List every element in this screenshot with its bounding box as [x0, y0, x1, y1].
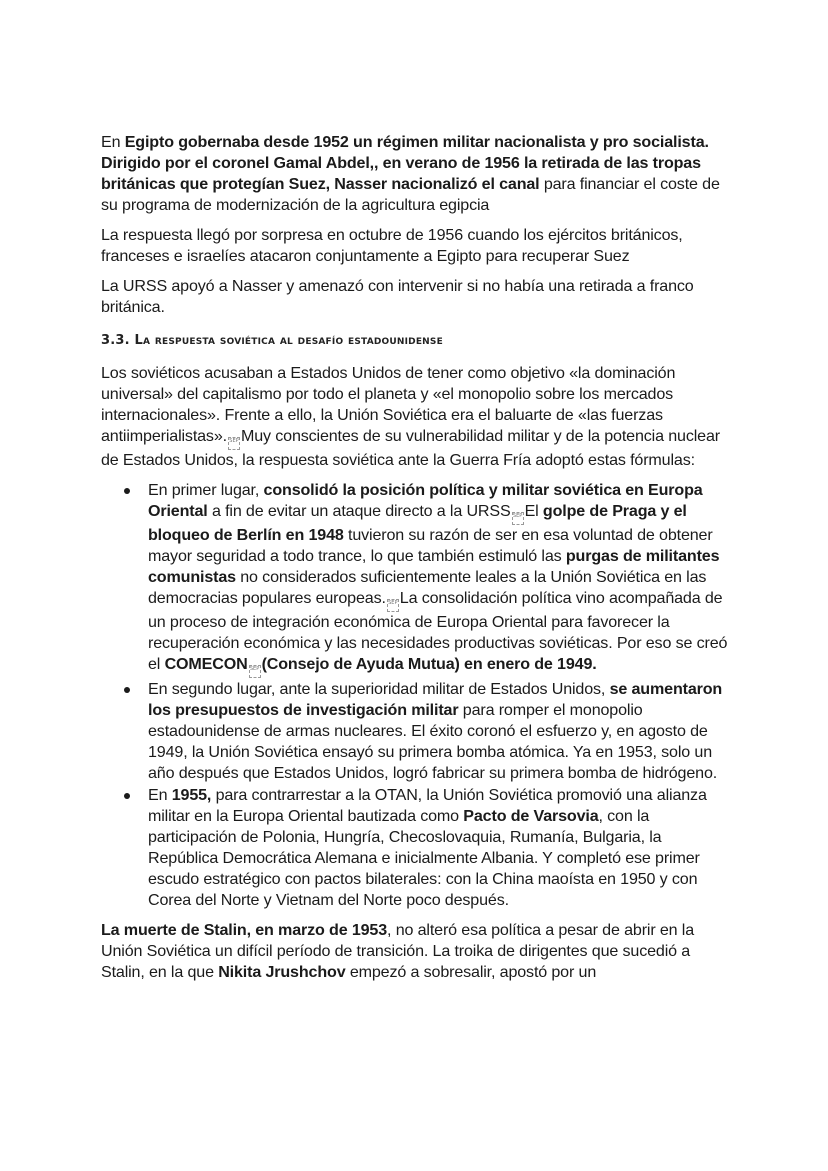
list-item: En primer lugar, consolidó la posición política y militar soviética en Europa Oriental a fin de evitar un ataque directo a la URSS SEP El golpe de Praga y el bloqueo de Berlín en 1948 tuvieron su razón de ser en esa voluntad de obtener mayor seguridad a todo trance, lo que también estimuló las purgas de militantes comunistas no considerados suficientemente leales a la Unión Soviética en las democracias populares europeas. SEP La consolidación política vino acompañada de un proceso de integración económica de Europa Oriental para favorecer la recuperación económica y las necesidades productivas soviéticas. Por eso se creó el COMECON SEP (Consejo de Ayuda Mutua) en enero de 1949.: [148, 480, 731, 678]
sep-glyph-icon: SEP: [387, 599, 399, 612]
paragraph-egipto: En Egipto gobernaba desde 1952 un régimen militar nacionalista y pro socialista. Dirigido por el coronel Gamal Abdel,, en verano de 1956 la retirada de las tropas británicas que protegían Suez, Nasser nacionalizó el canal para financiar el coste de su programa de modernización de la agricultura egipcia: [101, 133, 720, 214]
list-item: En 1955, para contrarrestar a la OTAN, la Unión Soviética promovió una alianza militar en la Europa Oriental bautizada como Pacto de Varsovia, con la participación de Polonia, Hungría, Checoslovaquia, Rumanía, Bulgaria, la República Democrática Alemana e inicialmente Albania. Y completó ese primer escudo estratégico con pactos bilaterales: con la China maoísta en 1950 y con Corea del Norte y Vietnam del Norte poco después.: [148, 785, 731, 911]
document-page: [101, 132, 731, 983]
bullet-icon: [124, 488, 130, 494]
paragraph-urss: La URSS apoyó a Nasser y amenazó con intervenir si no había una retirada a franco británica.: [101, 277, 694, 316]
list-item: En segundo lugar, ante la superioridad militar de Estados Unidos, se aumentaron los presupuestos de investigación militar para romper el monopolio estadounidense de armas nucleares. El éxito coronó el esfuerzo y, en agosto de 1949, la Unión Soviética ensayó su primera bomba atómica. Ya en 1953, solo un año después que Estados Unidos, logró fabricar su primera bomba de hidrógeno.: [148, 679, 731, 784]
section-heading: [101, 331, 731, 351]
bullet-icon: [124, 687, 130, 693]
paragraph-respuesta: La respuesta llegó por sorpresa en octubre de 1956 cuando los ejércitos británicos, franceses e israelíes atacaron conjuntamente a Egipto para recuperar Suez: [101, 226, 683, 265]
section-number: 3.3.: [101, 333, 130, 348]
sep-glyph-icon: SEP: [249, 665, 261, 678]
paragraph-stalin: La muerte de Stalin, en marzo de 1953, no alteró esa política a pesar de abrir en la Unión Soviética un difícil período de transición. La troika de dirigentes que sucedió a Stalin, en la que Nikita Jrushchov empezó a sobresalir, apostó por un: [101, 921, 695, 981]
sep-glyph-icon: SEP: [512, 512, 524, 525]
bold-text: Egipto gobernaba desde 1952 un régimen militar nacionalista y pro socialista. Dirigido por el coronel Gamal Abdel,, en verano de 1956 la retirada de las tropas británicas que protegían Suez, Nasser nacionalizó el canal: [101, 133, 709, 193]
sep-glyph-icon: SEP: [228, 437, 240, 450]
paragraph-intro: Los soviéticos acusaban a Estados Unidos de tener como objetivo «la dominación universal» del capitalismo por todo el planeta y «el monopolio sobre los mercados internacionales». Frente a ello, la Unión Soviética era el baluarte de «las fuerzas antiimperialistas». SEP Muy conscientes de su vulnerabilidad militar y de la potencia nuclear de Estados Unidos, la respuesta soviética ante la Guerra Fría adoptó estas fórmulas:: [101, 364, 720, 469]
bullet-list: [101, 480, 731, 911]
section-title: La respuesta soviética al desafío estadounidense: [134, 333, 443, 348]
bullet-icon: [124, 793, 130, 799]
